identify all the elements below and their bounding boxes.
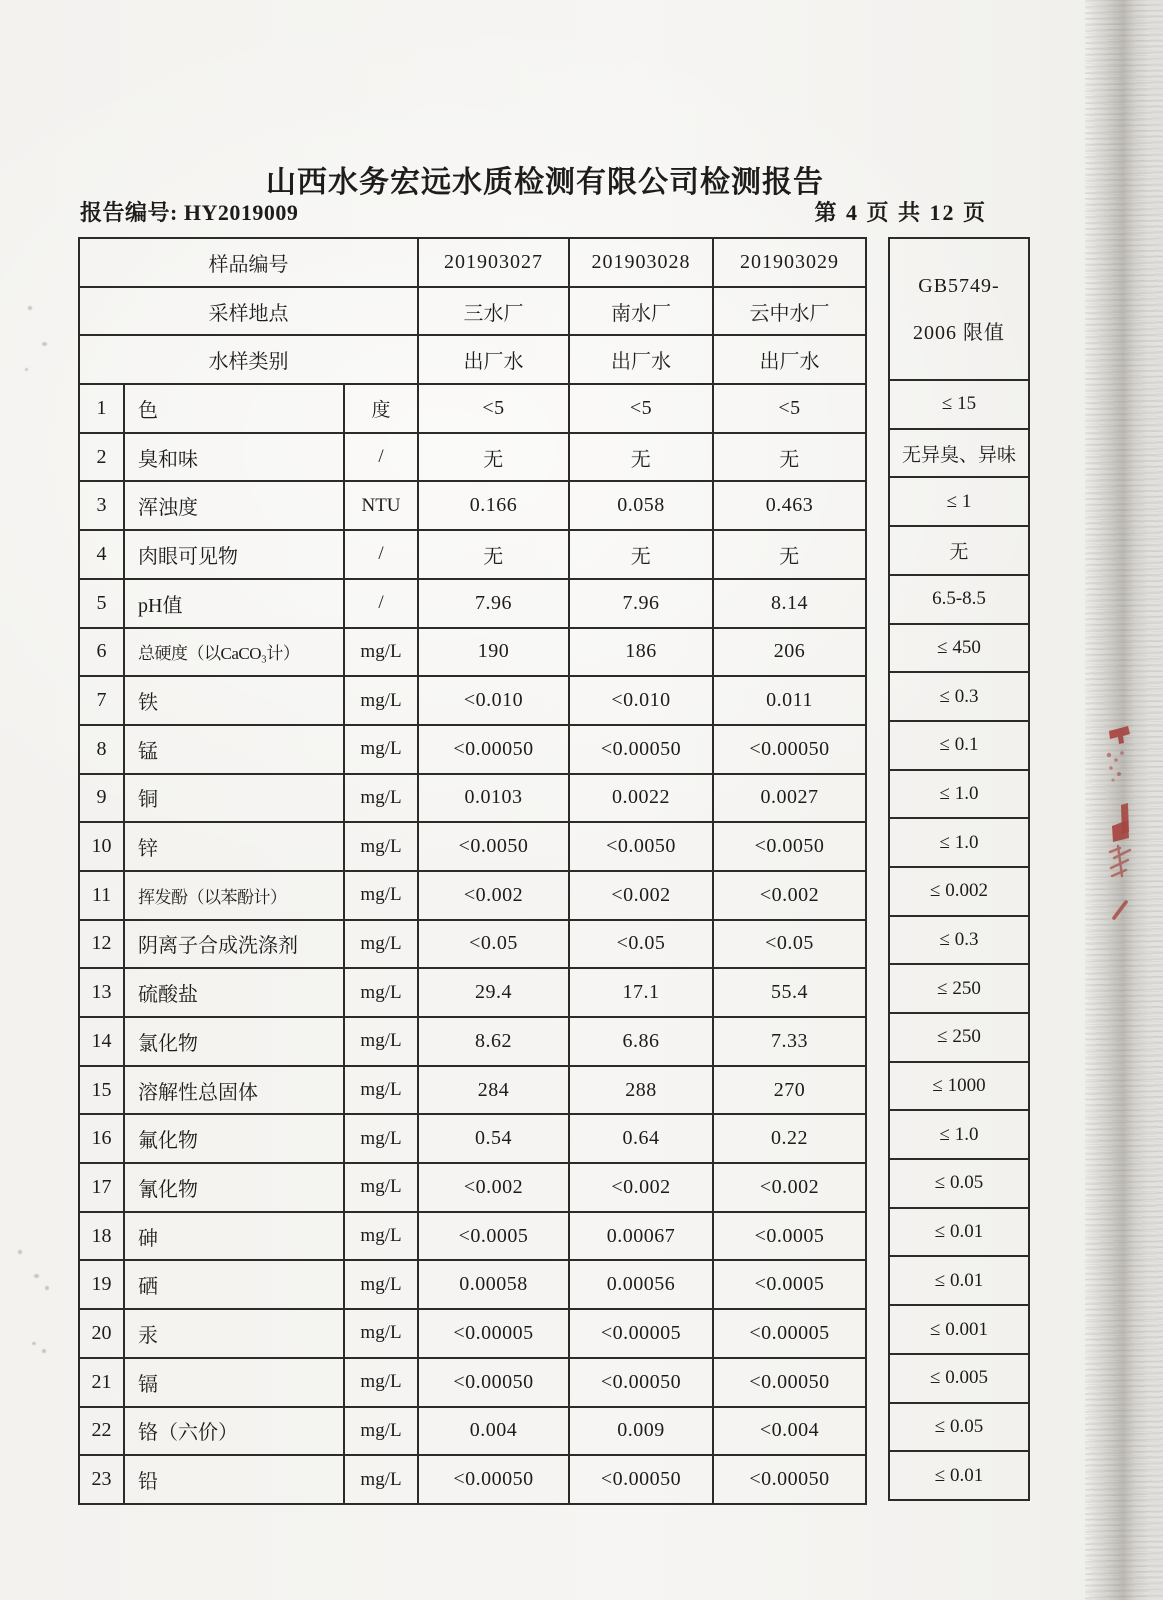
cell-value-sample-3: 无: [713, 433, 866, 482]
cell-value-sample-3: <0.00050: [713, 1455, 866, 1504]
result-row: [79, 1260, 866, 1309]
cell-unit: /: [344, 530, 418, 579]
header-type-2: 出厂水: [569, 335, 713, 384]
cell-limit-value: ≤ 1.0: [889, 770, 1029, 819]
limit-row: [889, 1208, 1029, 1257]
cell-unit: mg/L: [344, 1309, 418, 1358]
limit-standard-line2: 2006 限值: [913, 321, 1005, 344]
limit-row: [889, 721, 1029, 770]
cell-row-number: 19: [79, 1260, 124, 1309]
header-location-3: 云中水厂: [713, 287, 866, 336]
cell-value-sample-2: 0.009: [569, 1407, 713, 1456]
cell-limit-value: ≤ 450: [889, 624, 1029, 673]
cell-value-sample-1: 284: [418, 1066, 569, 1115]
result-row: [79, 433, 866, 482]
cell-value-sample-3: <0.004: [713, 1407, 866, 1456]
cell-limit-value: 无异臭、异味: [889, 429, 1029, 478]
cell-row-number: 7: [79, 676, 124, 725]
cell-limit-value: ≤ 0.1: [889, 721, 1029, 770]
cell-unit: mg/L: [344, 822, 418, 871]
cell-parameter-name: 氯化物: [124, 1017, 344, 1066]
cell-value-sample-2: 无: [569, 530, 713, 579]
cell-parameter-name: 铜: [124, 774, 344, 823]
limit-table-header: [889, 238, 1029, 380]
cell-value-sample-1: <0.002: [418, 871, 569, 920]
header-sample-no-1: 201903027: [418, 238, 569, 287]
cell-limit-value: ≤ 0.01: [889, 1256, 1029, 1305]
cell-value-sample-2: <0.00050: [569, 1358, 713, 1407]
cell-value-sample-1: <0.010: [418, 676, 569, 725]
cell-value-sample-2: 0.00056: [569, 1260, 713, 1309]
result-row: [79, 1309, 866, 1358]
result-row: [79, 1066, 866, 1115]
header-sample-no-2: 201903028: [569, 238, 713, 287]
cell-limit-value: ≤ 0.001: [889, 1305, 1029, 1354]
cell-unit: mg/L: [344, 1260, 418, 1309]
result-row: [79, 530, 866, 579]
cell-unit: mg/L: [344, 676, 418, 725]
cell-unit: mg/L: [344, 968, 418, 1017]
cell-unit: mg/L: [344, 1114, 418, 1163]
cell-value-sample-2: <0.00050: [569, 1455, 713, 1504]
cell-limit-value: ≤ 0.3: [889, 672, 1029, 721]
cell-parameter-name: 溶解性总固体: [124, 1066, 344, 1115]
header-type-1: 出厂水: [418, 335, 569, 384]
cell-value-sample-2: 288: [569, 1066, 713, 1115]
cell-value-sample-2: <0.002: [569, 871, 713, 920]
cell-value-sample-1: 0.004: [418, 1407, 569, 1456]
header-row-sample-no: [79, 238, 866, 287]
cell-parameter-name: 臭和味: [124, 433, 344, 482]
cell-value-sample-2: <0.00005: [569, 1309, 713, 1358]
cell-limit-value: ≤ 0.01: [889, 1208, 1029, 1257]
cell-parameter-name: 硒: [124, 1260, 344, 1309]
cell-parameter-name: 砷: [124, 1212, 344, 1261]
cell-parameter-name: 硫酸盐: [124, 968, 344, 1017]
cell-value-sample-3: 0.0027: [713, 774, 866, 823]
cell-row-number: 18: [79, 1212, 124, 1261]
result-row: [79, 725, 866, 774]
limit-rows: [889, 380, 1029, 1500]
cell-value-sample-2: 0.00067: [569, 1212, 713, 1261]
cell-value-sample-3: <0.00005: [713, 1309, 866, 1358]
cell-row-number: 12: [79, 920, 124, 969]
result-row: [79, 481, 866, 530]
limit-row: [889, 1403, 1029, 1452]
cell-value-sample-2: 17.1: [569, 968, 713, 1017]
cell-value-sample-1: <0.00050: [418, 1358, 569, 1407]
cell-row-number: 6: [79, 628, 124, 677]
cell-value-sample-3: <0.002: [713, 871, 866, 920]
limit-row: [889, 1354, 1029, 1403]
result-row: [79, 1017, 866, 1066]
cell-limit-value: ≤ 0.3: [889, 916, 1029, 965]
cell-row-number: 20: [79, 1309, 124, 1358]
cell-row-number: 4: [79, 530, 124, 579]
limit-row: [889, 477, 1029, 526]
cell-parameter-name: 浑浊度: [124, 481, 344, 530]
cell-value-sample-2: <0.010: [569, 676, 713, 725]
cell-parameter-name: 铅: [124, 1455, 344, 1504]
cell-value-sample-1: 0.166: [418, 481, 569, 530]
result-row: [79, 1358, 866, 1407]
cell-limit-value: ≤ 0.01: [889, 1451, 1029, 1500]
cell-unit: mg/L: [344, 628, 418, 677]
result-row: [79, 1407, 866, 1456]
cell-value-sample-1: 8.62: [418, 1017, 569, 1066]
header-location-2: 南水厂: [569, 287, 713, 336]
cell-value-sample-1: 0.00058: [418, 1260, 569, 1309]
cell-unit: mg/L: [344, 1163, 418, 1212]
header-sample-no-3: 201903029: [713, 238, 866, 287]
cell-parameter-name: 锌: [124, 822, 344, 871]
cell-value-sample-2: 0.0022: [569, 774, 713, 823]
header-location-1: 三水厂: [418, 287, 569, 336]
cell-unit: 度: [344, 384, 418, 433]
header-label-sample-no: 样品编号: [79, 238, 418, 287]
cell-value-sample-3: <0.0050: [713, 822, 866, 871]
cell-unit: mg/L: [344, 1358, 418, 1407]
cell-value-sample-2: <0.05: [569, 920, 713, 969]
cell-value-sample-1: <0.00005: [418, 1309, 569, 1358]
limit-row: [889, 624, 1029, 673]
cell-value-sample-3: 270: [713, 1066, 866, 1115]
header-row-type: [79, 335, 866, 384]
limit-row: [889, 1062, 1029, 1111]
cell-value-sample-3: 0.463: [713, 481, 866, 530]
cell-limit-value: ≤ 250: [889, 964, 1029, 1013]
limit-row: [889, 380, 1029, 429]
cell-parameter-name: 阴离子合成洗涤剂: [124, 920, 344, 969]
cell-parameter-name: 氟化物: [124, 1114, 344, 1163]
header-label-type: 水样类别: [79, 335, 418, 384]
limit-row: [889, 672, 1029, 721]
cell-value-sample-1: <0.0005: [418, 1212, 569, 1261]
cell-row-number: 21: [79, 1358, 124, 1407]
report-number-value: HY2019009: [183, 200, 299, 225]
scanned-paper-edge: [1085, 0, 1163, 1600]
cell-row-number: 1: [79, 384, 124, 433]
result-row: [79, 384, 866, 433]
cell-value-sample-2: 无: [569, 433, 713, 482]
cell-unit: NTU: [344, 481, 418, 530]
report-number: [80, 196, 298, 227]
result-row: [79, 1114, 866, 1163]
limit-row: [889, 429, 1029, 478]
cell-limit-value: ≤ 250: [889, 1013, 1029, 1062]
cell-row-number: 16: [79, 1114, 124, 1163]
result-row: [79, 1163, 866, 1212]
results-table-header: [79, 238, 866, 384]
limit-row: [889, 1110, 1029, 1159]
cell-value-sample-1: 7.96: [418, 579, 569, 628]
limit-row: [889, 916, 1029, 965]
cell-limit-value: ≤ 0.005: [889, 1354, 1029, 1403]
cell-value-sample-3: 0.011: [713, 676, 866, 725]
limit-row: [889, 964, 1029, 1013]
cell-value-sample-3: 206: [713, 628, 866, 677]
cell-row-number: 3: [79, 481, 124, 530]
cell-value-sample-1: 0.54: [418, 1114, 569, 1163]
cell-value-sample-2: 186: [569, 628, 713, 677]
cell-row-number: 17: [79, 1163, 124, 1212]
limit-row: [889, 867, 1029, 916]
cell-limit-value: ≤ 1000: [889, 1062, 1029, 1111]
cell-value-sample-3: <0.002: [713, 1163, 866, 1212]
limit-table: [888, 237, 1030, 1501]
cell-limit-value: ≤ 1.0: [889, 818, 1029, 867]
cell-parameter-name: 氰化物: [124, 1163, 344, 1212]
limit-row: [889, 1256, 1029, 1305]
cell-parameter-name: 锰: [124, 725, 344, 774]
cell-value-sample-3: <0.05: [713, 920, 866, 969]
cell-parameter-name: 挥发酚（以苯酚计）: [124, 871, 344, 920]
cell-value-sample-1: <0.0050: [418, 822, 569, 871]
page-indicator: 第 4 页 共 12 页: [814, 200, 987, 225]
cell-row-number: 13: [79, 968, 124, 1017]
results-table: [78, 237, 867, 1505]
cell-row-number: 10: [79, 822, 124, 871]
cell-row-number: 22: [79, 1407, 124, 1456]
cell-unit: mg/L: [344, 920, 418, 969]
cell-value-sample-3: <0.00050: [713, 1358, 866, 1407]
cell-parameter-name: 镉: [124, 1358, 344, 1407]
result-row: [79, 1455, 866, 1504]
result-row: [79, 628, 866, 677]
limit-row: [889, 1013, 1029, 1062]
cell-row-number: 14: [79, 1017, 124, 1066]
limit-row: [889, 1451, 1029, 1500]
cell-unit: mg/L: [344, 774, 418, 823]
cell-row-number: 11: [79, 871, 124, 920]
cell-unit: mg/L: [344, 1455, 418, 1504]
cell-value-sample-1: <0.002: [418, 1163, 569, 1212]
limit-row: [889, 770, 1029, 819]
cell-value-sample-2: <0.00050: [569, 725, 713, 774]
limit-row: [889, 526, 1029, 575]
cell-row-number: 15: [79, 1066, 124, 1115]
cell-value-sample-1: <0.05: [418, 920, 569, 969]
cell-parameter-name: 汞: [124, 1309, 344, 1358]
cell-limit-value: ≤ 0.05: [889, 1159, 1029, 1208]
limit-row: [889, 575, 1029, 624]
result-row: [79, 579, 866, 628]
cell-limit-value: ≤ 1.0: [889, 1110, 1029, 1159]
cell-value-sample-1: <0.00050: [418, 1455, 569, 1504]
cell-value-sample-2: 6.86: [569, 1017, 713, 1066]
limit-header-row: [889, 238, 1029, 380]
cell-value-sample-1: 29.4: [418, 968, 569, 1017]
cell-value-sample-3: 8.14: [713, 579, 866, 628]
cell-limit-value: 无: [889, 526, 1029, 575]
cell-value-sample-1: <5: [418, 384, 569, 433]
cell-parameter-name: 肉眼可见物: [124, 530, 344, 579]
page-title: 山西水务宏远水质检测有限公司检测报告: [266, 166, 824, 200]
cell-value-sample-3: <0.0005: [713, 1212, 866, 1261]
cell-row-number: 2: [79, 433, 124, 482]
limit-row: [889, 1305, 1029, 1354]
result-row: [79, 920, 866, 969]
limit-standard-title: [889, 238, 1029, 380]
result-row: [79, 871, 866, 920]
cell-value-sample-2: <0.0050: [569, 822, 713, 871]
cell-parameter-name: 色: [124, 384, 344, 433]
cell-parameter-name: 铁: [124, 676, 344, 725]
cell-unit: /: [344, 579, 418, 628]
header-label-location: 采样地点: [79, 287, 418, 336]
cell-value-sample-2: 7.96: [569, 579, 713, 628]
cell-value-sample-1: 190: [418, 628, 569, 677]
limit-row: [889, 1159, 1029, 1208]
limit-row: [889, 818, 1029, 867]
cell-value-sample-3: 7.33: [713, 1017, 866, 1066]
cell-value-sample-3: <0.00050: [713, 725, 866, 774]
result-row: [79, 968, 866, 1017]
cell-unit: mg/L: [344, 1066, 418, 1115]
cell-value-sample-1: 无: [418, 433, 569, 482]
cell-unit: mg/L: [344, 871, 418, 920]
cell-value-sample-1: 无: [418, 530, 569, 579]
cell-value-sample-2: <5: [569, 384, 713, 433]
cell-limit-value: ≤ 0.002: [889, 867, 1029, 916]
cell-limit-value: ≤ 1: [889, 477, 1029, 526]
result-row: [79, 774, 866, 823]
cell-row-number: 8: [79, 725, 124, 774]
cell-parameter-name: 总硬度（以CaCO₃计）: [124, 628, 344, 677]
limit-standard-line1: GB5749-: [918, 274, 1000, 297]
result-row: [79, 1212, 866, 1261]
result-row: [79, 822, 866, 871]
cell-value-sample-2: 0.64: [569, 1114, 713, 1163]
cell-value-sample-1: <0.00050: [418, 725, 569, 774]
cell-value-sample-3: <5: [713, 384, 866, 433]
cell-unit: mg/L: [344, 1017, 418, 1066]
cell-unit: mg/L: [344, 725, 418, 774]
cell-row-number: 9: [79, 774, 124, 823]
cell-value-sample-1: 0.0103: [418, 774, 569, 823]
cell-unit: mg/L: [344, 1212, 418, 1261]
cell-limit-value: ≤ 15: [889, 380, 1029, 429]
cell-value-sample-2: 0.058: [569, 481, 713, 530]
cell-row-number: 23: [79, 1455, 124, 1504]
cell-value-sample-3: 0.22: [713, 1114, 866, 1163]
report-number-label: 报告编号:: [80, 200, 178, 225]
header-row-location: [79, 287, 866, 336]
results-rows: [79, 384, 866, 1504]
header-type-3: 出厂水: [713, 335, 866, 384]
cell-row-number: 5: [79, 579, 124, 628]
cell-parameter-name: 铬（六价）: [124, 1407, 344, 1456]
cell-value-sample-3: 55.4: [713, 968, 866, 1017]
cell-value-sample-2: <0.002: [569, 1163, 713, 1212]
cell-limit-value: 6.5-8.5: [889, 575, 1029, 624]
cell-unit: /: [344, 433, 418, 482]
cell-limit-value: ≤ 0.05: [889, 1403, 1029, 1452]
cell-value-sample-3: 无: [713, 530, 866, 579]
cell-value-sample-3: <0.0005: [713, 1260, 866, 1309]
cell-unit: mg/L: [344, 1407, 418, 1456]
result-row: [79, 676, 866, 725]
cell-parameter-name: pH值: [124, 579, 344, 628]
